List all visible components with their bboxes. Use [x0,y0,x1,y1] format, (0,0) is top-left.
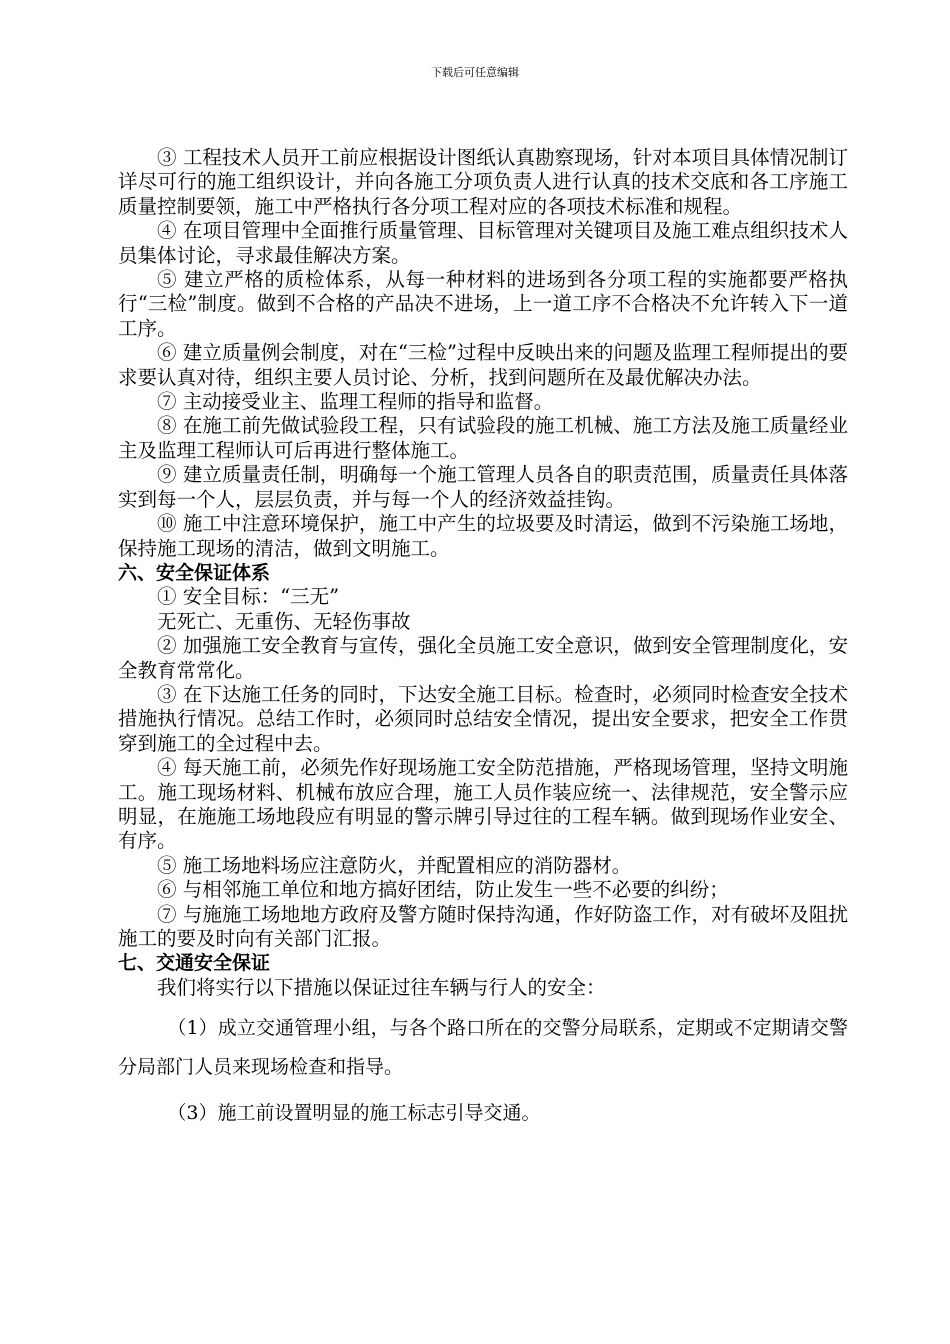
safety-item-2: ② 加强施工安全教育与宣传，强化全员施工安全意识，做到安全管理制度化，安全教育常常化。 [118,634,848,682]
quality-item-7: ⑦ 主动接受业主、监理工程师的指导和监督。 [157,390,554,414]
quality-item-9: ⑨ 建立质量责任制，明确每一个施工管理人员各自的职责范围，质量责任具体落实到每一个人，层层负责，并与每一个人的经济效益挂钩。 [118,463,848,511]
safety-item-1-detail: 无死亡、无重伤、无轻伤事故 [157,609,411,633]
safety-item-5: ⑤ 施工场地料场应注意防火，并配置相应的消防器材。 [157,853,632,877]
safety-item-7: ⑦ 与施施工场地地方政府及警方随时保持沟通，作好防盗工作，对有破坏及阻扰施工的要及时向有关部门汇报。 [118,902,848,950]
safety-item-3: ③ 在下达施工任务的同时，下达安全施工目标。检查时，必须同时检查安全技术措施执行情况。总结工作时，必须同时总结安全情况，提出安全要求，把安全工作贯穿到施工的全过程中去。 [118,682,848,755]
document-body [118,146,848,1125]
quality-item-6: ⑥ 建立质量例会制度，对在“三检”过程中反映出来的问题及监理工程师提出的要求要认真对待，组织主要人员讨论、分析，找到问题所在及最优解决办法。 [118,341,848,389]
safety-item-4: ④ 每天施工前，必须先作好现场施工安全防范措施，严格现场管理，坚持文明施工。施工现场材料、机械布放应合理，施工人员作装应统一、法律规范，安全警示应明显，在施施工场地段应有明显的警示牌引导过往的工程车辆。做到现场作业安全、有序。 [118,756,848,853]
traffic-intro: 我们将实行以下措施以保证过往车辆与行人的安全： [157,975,606,999]
quality-item-10: ⑩ 施工中注意环境保护，施工中产生的垃圾要及时清运，做到不污染施工场地，保持施工现场的清洁，做到文明施工。 [118,512,848,560]
section-heading-traffic: 七、交通安全保证 [118,952,271,975]
safety-item-1: ① 安全目标：“三无” [157,585,340,609]
quality-item-3: ③ 工程技术人员开工前应根据设计图纸认真勘察现场，针对本项目具体情况制订详尽可行的施工组织设计，并向各施工分项负责人进行认真的技术交底和各工序施工质量控制要领，施工中严格执行各分项工程对应的各项技术标准和规程。 [118,146,848,218]
traffic-item-1: （1）成立交通管理小组，与各个路口所在的交警分局联系，定期或不定期请交警分局部门人员来现场检查和指导。 [118,1017,848,1079]
quality-item-8: ⑧ 在施工前先做试验段工程，只有试验段的施工机械、施工方法及施工质量经业主及监理工程师认可后再进行整体施工。 [118,414,848,462]
page-header: 下载后可任意编辑 [431,66,519,79]
safety-item-6: ⑥ 与相邻施工单位和地方搞好团结，防止发生一些不必要的纠纷； [157,878,729,902]
traffic-item-3: （3）施工前设置明显的施工标志引导交通。 [167,1102,541,1125]
section-heading-safety: 六、安全保证体系 [118,561,271,584]
quality-item-4: ④ 在项目管理中全面推行质量管理、目标管理对关键项目及施工难点组织技术人员集体讨论，寻求最佳解决方案。 [118,219,848,267]
quality-item-5: ⑤ 建立严格的质检体系，从每一种材料的进场到各分项工程的实施都要严格执行“三检”制度。做到不合格的产品决不进场，上一道工序不合格决不允许转入下一道工序。 [118,268,848,340]
